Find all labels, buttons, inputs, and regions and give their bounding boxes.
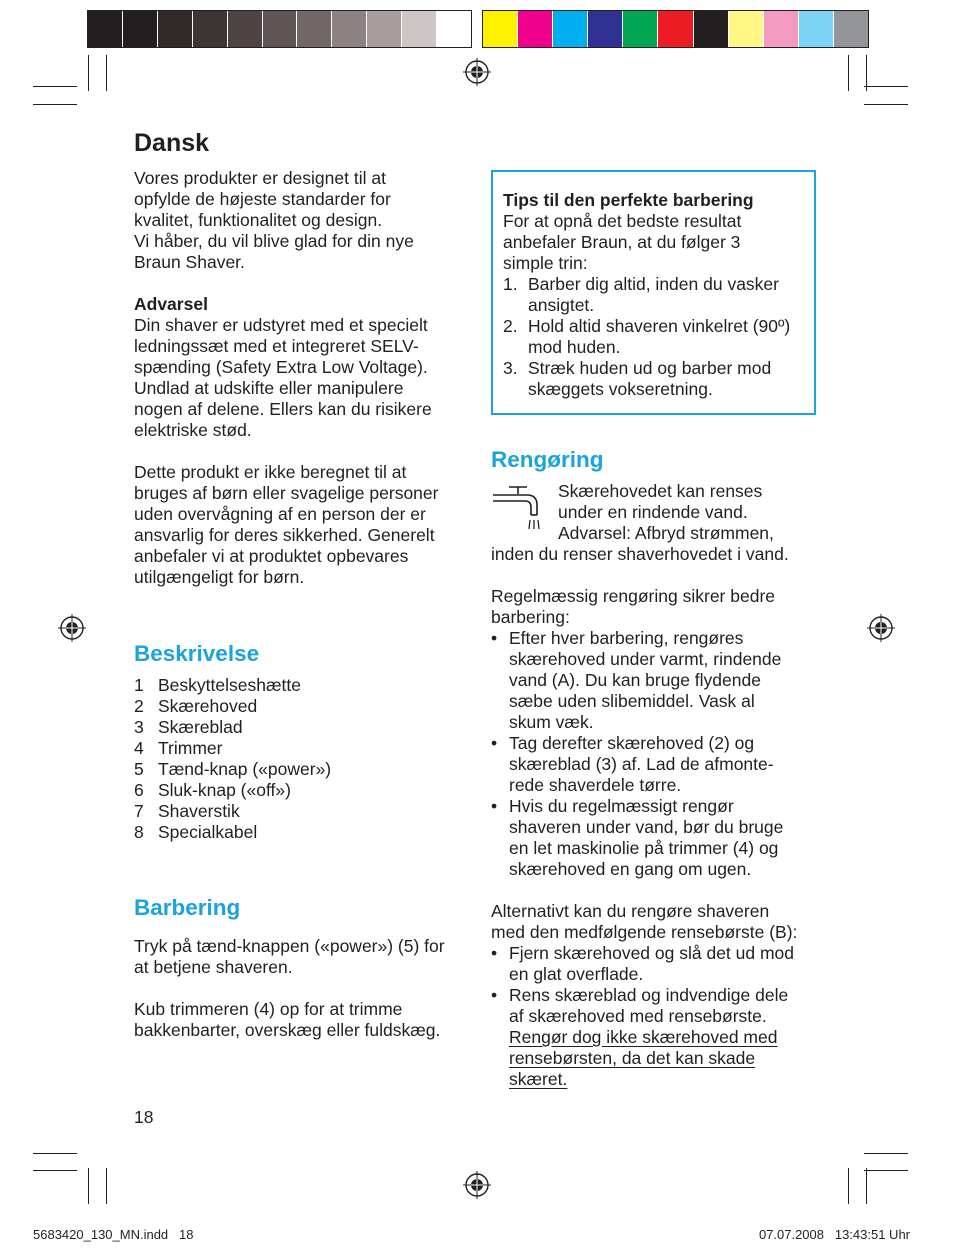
- list-item: • Fjern skærehoved og slå det ud mod en glat overflade.: [491, 943, 795, 984]
- intro-line: Braun Shaver.: [134, 252, 245, 272]
- crop-mark: [864, 104, 908, 105]
- registration-mark-icon: [58, 614, 86, 642]
- intro-line: kvalitet, funktionalitet og design.: [134, 210, 383, 230]
- footer-file-info: 5683420_130_MN.indd 18: [33, 1227, 194, 1242]
- left-column: [134, 168, 474, 588]
- color-swatch: [517, 11, 552, 47]
- color-swatch: [483, 11, 517, 47]
- rengoring-line: under en rindende vand.: [558, 502, 748, 522]
- process-color-bar: [482, 10, 869, 48]
- color-swatch: [366, 11, 401, 47]
- list-item: • Efter hver barbering, rengøres skærehoved under varmt, rindende vand (A). Du kan bruge flydende sæbe uden slibemiddel. Vask al skum væk.: [491, 628, 782, 732]
- rengoring-line: Advarsel: Afbryd strømmen,: [558, 523, 774, 543]
- barbering-section: [134, 895, 474, 1041]
- beskrivelse-heading: Beskrivelse: [134, 641, 260, 666]
- color-swatch: [552, 11, 587, 47]
- crop-mark: [864, 1170, 908, 1171]
- list-item: 7 Shaverstik: [134, 801, 240, 821]
- list-item: • Hvis du regelmæssigt rengør shaveren under vand, bør du bruge en let maskinolie på trimmer (4) og skærehoved en gang om ugen.: [491, 796, 784, 879]
- color-swatch: [798, 11, 833, 47]
- rengoring-line: Skærehovedet kan renses: [558, 481, 763, 501]
- crop-mark: [866, 55, 867, 91]
- warning-heading: Advarsel: [134, 294, 208, 314]
- crop-mark: [33, 104, 77, 105]
- water-tap-icon: [491, 485, 547, 531]
- warning-line: spænding (Safety Extra Low Voltage).: [134, 357, 428, 377]
- crop-mark: [864, 1153, 908, 1154]
- warning-line: Undlad at udskifte eller manipulere: [134, 378, 404, 398]
- children-line: bruges af børn eller svagelige personer: [134, 483, 439, 503]
- list-item: 4 Trimmer: [134, 738, 223, 758]
- tips-intro-line: simple trin:: [503, 253, 588, 273]
- color-swatch: [657, 11, 692, 47]
- alt-line: Alternativt kan du rengøre shaveren: [491, 901, 770, 921]
- tips-intro-line: For at opnå det bedste resultat: [503, 211, 742, 231]
- children-line: utilgængeligt for børn.: [134, 567, 305, 587]
- rengoring-section: [491, 447, 821, 1090]
- color-swatch: [763, 11, 798, 47]
- footer-timestamp: 07.07.2008 13:43:51 Uhr: [758, 1227, 910, 1242]
- color-swatch: [693, 11, 728, 47]
- crop-mark: [106, 1168, 107, 1204]
- warning-line: elektriske stød.: [134, 420, 252, 440]
- intro-line: opfylde de højeste standarder for: [134, 189, 391, 209]
- barbering-line: bakkenbarter, overskæg eller fuldskæg.: [134, 1020, 441, 1040]
- page-title: Dansk: [134, 129, 210, 157]
- children-line: anbefaler vi at produktet opbevares: [134, 546, 409, 566]
- list-item: 5 Tænd-knap («power»): [134, 759, 332, 779]
- crop-mark: [88, 55, 89, 91]
- color-swatch: [227, 11, 262, 47]
- crop-mark: [33, 1153, 77, 1154]
- children-line: uden overvågning af en person der er: [134, 504, 426, 524]
- tips-box: [491, 170, 816, 415]
- tips-step: 3. Stræk huden ud og barber mod skæggets vokseretning.: [503, 358, 772, 399]
- list-item: 1 Beskyttelseshætte: [134, 675, 301, 695]
- crop-mark: [864, 86, 908, 87]
- barbering-heading: Barbering: [134, 895, 241, 920]
- color-swatch: [157, 11, 192, 47]
- underlined-warning: Rengør dog ikke skærehoved med: [509, 1027, 778, 1047]
- regular-line: barbering:: [491, 607, 570, 627]
- parts-list: [134, 675, 474, 843]
- underlined-warning: rensebørsten, da det kan skade: [509, 1048, 756, 1068]
- crop-mark: [848, 55, 849, 91]
- children-line: Dette produkt er ikke beregnet til at: [134, 462, 407, 482]
- list-item: • Rens skæreblad og indvendige dele af skærehoved med rensebørste. Rengør dog ikke skærehoved med rensebørsten, da det kan skade skæret.: [491, 985, 789, 1089]
- registration-mark-icon: [463, 58, 491, 86]
- color-swatch: [331, 11, 366, 47]
- regular-line: Regelmæssig rengøring sikrer bedre: [491, 586, 775, 606]
- crop-mark: [848, 1168, 849, 1204]
- color-swatch: [192, 11, 227, 47]
- crop-mark: [866, 1168, 867, 1204]
- rengoring-line: inden du renser shaverhovedet i vand.: [491, 544, 789, 564]
- warning-line: ledningssæt med et integreret SELV-: [134, 336, 419, 356]
- registration-mark-icon: [463, 1171, 491, 1199]
- color-swatch: [587, 11, 622, 47]
- crop-mark: [33, 86, 77, 87]
- crop-mark: [88, 1168, 89, 1204]
- color-swatch: [88, 11, 122, 47]
- tips-intro-line: anbefaler Braun, at du følger 3: [503, 232, 741, 252]
- grayscale-color-bar: [87, 10, 472, 48]
- registration-mark-icon: [867, 614, 895, 642]
- underlined-warning: skæret.: [509, 1069, 568, 1089]
- list-item: • Tag derefter skærehoved (2) og skæreblad (3) af. Lad de afmonte- rede shaverdele tørre.: [491, 733, 774, 795]
- crop-mark: [33, 1170, 77, 1171]
- color-swatch: [622, 11, 657, 47]
- children-line: ansvarlig for deres sikkerhed. Generelt: [134, 525, 435, 545]
- intro-line: Vi håber, du vil blive glad for din nye: [134, 231, 414, 251]
- rengoring-heading: Rengøring: [491, 447, 604, 472]
- tips-step: 1. Barber dig altid, inden du vasker ansigtet.: [503, 274, 779, 315]
- color-swatch: [401, 11, 436, 47]
- barbering-line: at betjene shaveren.: [134, 957, 293, 977]
- barbering-line: Kub trimmeren (4) op for at trimme: [134, 999, 403, 1019]
- barbering-line: Tryk på tænd-knappen («power») (5) for: [134, 936, 445, 956]
- list-item: 3 Skæreblad: [134, 717, 243, 737]
- list-item: 2 Skærehoved: [134, 696, 258, 716]
- color-swatch: [833, 11, 868, 47]
- tips-step: 2. Hold altid shaveren vinkelret (90º) mod huden.: [503, 316, 791, 357]
- warning-line: nogen af delene. Ellers kan du risikere: [134, 399, 432, 419]
- color-swatch: [296, 11, 331, 47]
- crop-mark: [106, 55, 107, 91]
- list-item: 6 Sluk-knap («off»): [134, 780, 291, 800]
- intro-line: Vores produkter er designet til at: [134, 168, 386, 188]
- warning-line: Din shaver er udstyret med et specielt: [134, 315, 428, 335]
- page-number: 18: [134, 1107, 154, 1127]
- alt-line: med den medfølgende rensebørste (B):: [491, 922, 798, 942]
- color-swatch: [728, 11, 763, 47]
- tips-heading: Tips til den perfekte barbering: [503, 190, 754, 210]
- color-swatch: [122, 11, 157, 47]
- color-swatch: [436, 11, 471, 47]
- beskrivelse-section: [134, 641, 474, 843]
- color-swatch: [262, 11, 297, 47]
- list-item: 8 Specialkabel: [134, 822, 258, 842]
